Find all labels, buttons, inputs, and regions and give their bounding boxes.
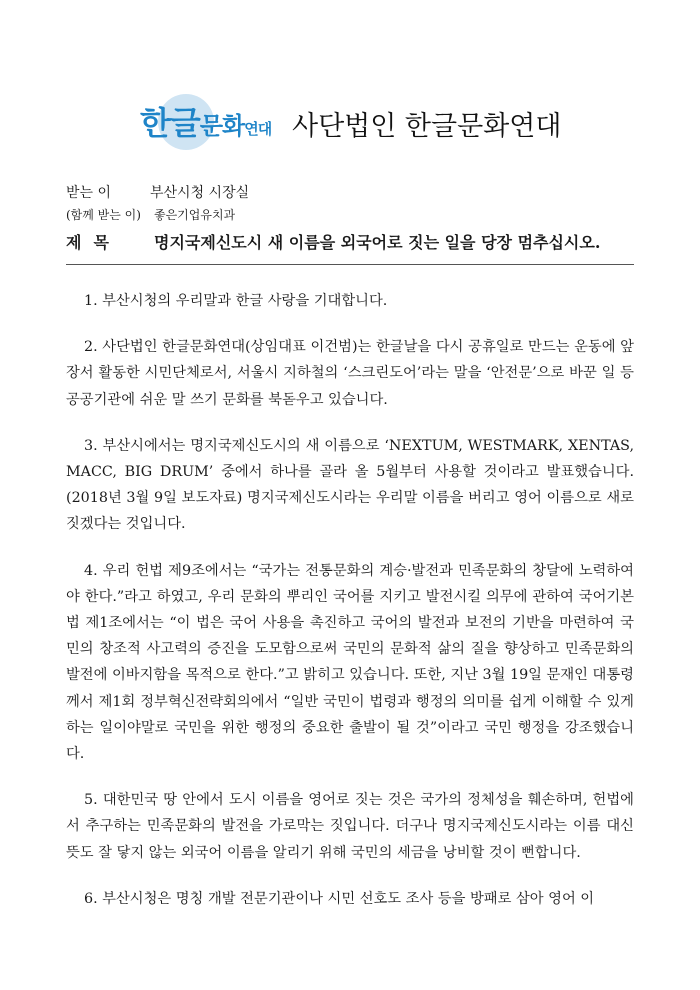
cc-value: 좋은기업유치과 <box>154 208 236 222</box>
paragraph-5: 5. 대한민국 땅 안에서 도시 이름을 영어로 짓는 것은 국가의 정체성을 훼손하며, 헌법에서 추구하는 민족문화의 발전을 가로막는 짓입니다. 더구나 명지국제신도시라는 이름 대신 뜻도 잘 닿지 않는 외국어 이름을 알리기 위해 국민의 세금을 낭비할 것이 뻔합니다. <box>66 792 634 861</box>
recipient-label: 받는 이 <box>66 185 112 201</box>
header-divider <box>66 264 634 265</box>
organization-name: 사단법인 한글문화연대 <box>292 111 562 142</box>
subject-row <box>66 230 636 258</box>
cc-label: (함께 받는 이) <box>66 208 141 222</box>
subject-value: 명지국제신도시 새 이름을 외국어로 짓는 일을 당장 멈추십시오. <box>154 233 601 252</box>
logo-text <box>140 98 271 144</box>
subject-label: 제목 <box>66 233 121 252</box>
paragraph-6: 6. 부산시청은 명칭 개발 전문기관이나 시민 선호도 조사 등을 방패로 삼아 영어 이 <box>84 890 595 907</box>
cc-row <box>66 206 636 230</box>
organization-logo <box>140 92 280 152</box>
logo-text-part3: 연대 <box>244 120 272 138</box>
letterhead <box>140 92 580 152</box>
letter-header-fields <box>66 182 636 258</box>
logo-text-part1: 한글 <box>140 104 200 142</box>
paragraph-1: 1. 부산시청의 우리말과 한글 사랑을 기대합니다. <box>84 293 388 309</box>
logo-text-part2: 문화 <box>199 112 245 140</box>
paragraph-2: 2. 사단법인 한글문화연대(상임대표 이건범)는 한글날을 다시 공휴일로 만드는 운동에 앞장서 활동한 시민단체로서, 서울시 지하철의 ‘스크린도어’라는 말을 ‘안전문’으로 바꾼 일 등 공공기관에 쉬운 말 쓰기 문화를 북돋우고 있습니다. <box>66 339 634 408</box>
recipient-row <box>66 182 636 206</box>
recipient-value: 부산시청 시장실 <box>150 185 250 201</box>
letter-body <box>66 288 634 932</box>
paragraph-3: 3. 부산시에서는 명지국제신도시의 새 이름으로 ‘NEXTUM, WESTMARK, XENTAS, MACC, BIG DRUM’ 중에서 하나를 골라 올 5월부터 사용할 것이라고 발표했습니다. (2018년 3월 9일 보도자료) 명지국제신도시라는 우리말 이름을 버리고 영어 이름으로 새로 짓겠다는 것입니다. <box>66 437 634 533</box>
paragraph-4: 4. 우리 헌법 제9조에서는 “국가는 전통문화의 계승·발전과 민족문화의 창달에 노력하여야 한다.”라고 하였고, 우리 문화의 뿌리인 국어를 지키고 발전시킬 의무에 관하여 국어기본법 제1조에서는 “이 법은 국어 사용을 촉진하고 국어의 발전과 보전의 기반을 마련하여 국민의 창조적 사고력의 증진을 도모함으로써 국민의 문화적 삶의 질을 향상하고 민족문화의 발전에 이바지함을 목적으로 한다.”고 밝히고 있습니다. 또한, 지난 3월 19일 문재인 대통령께서 제1회 정부혁신전략회의에서 “일반 국민이 법령과 행정의 의미를 쉽게 이해할 수 있게 하는 일이야말로 국민을 위한 행정의 중요한 출발이 될 것”이라고 국민 행정을 강조했습니다. <box>66 562 634 763</box>
